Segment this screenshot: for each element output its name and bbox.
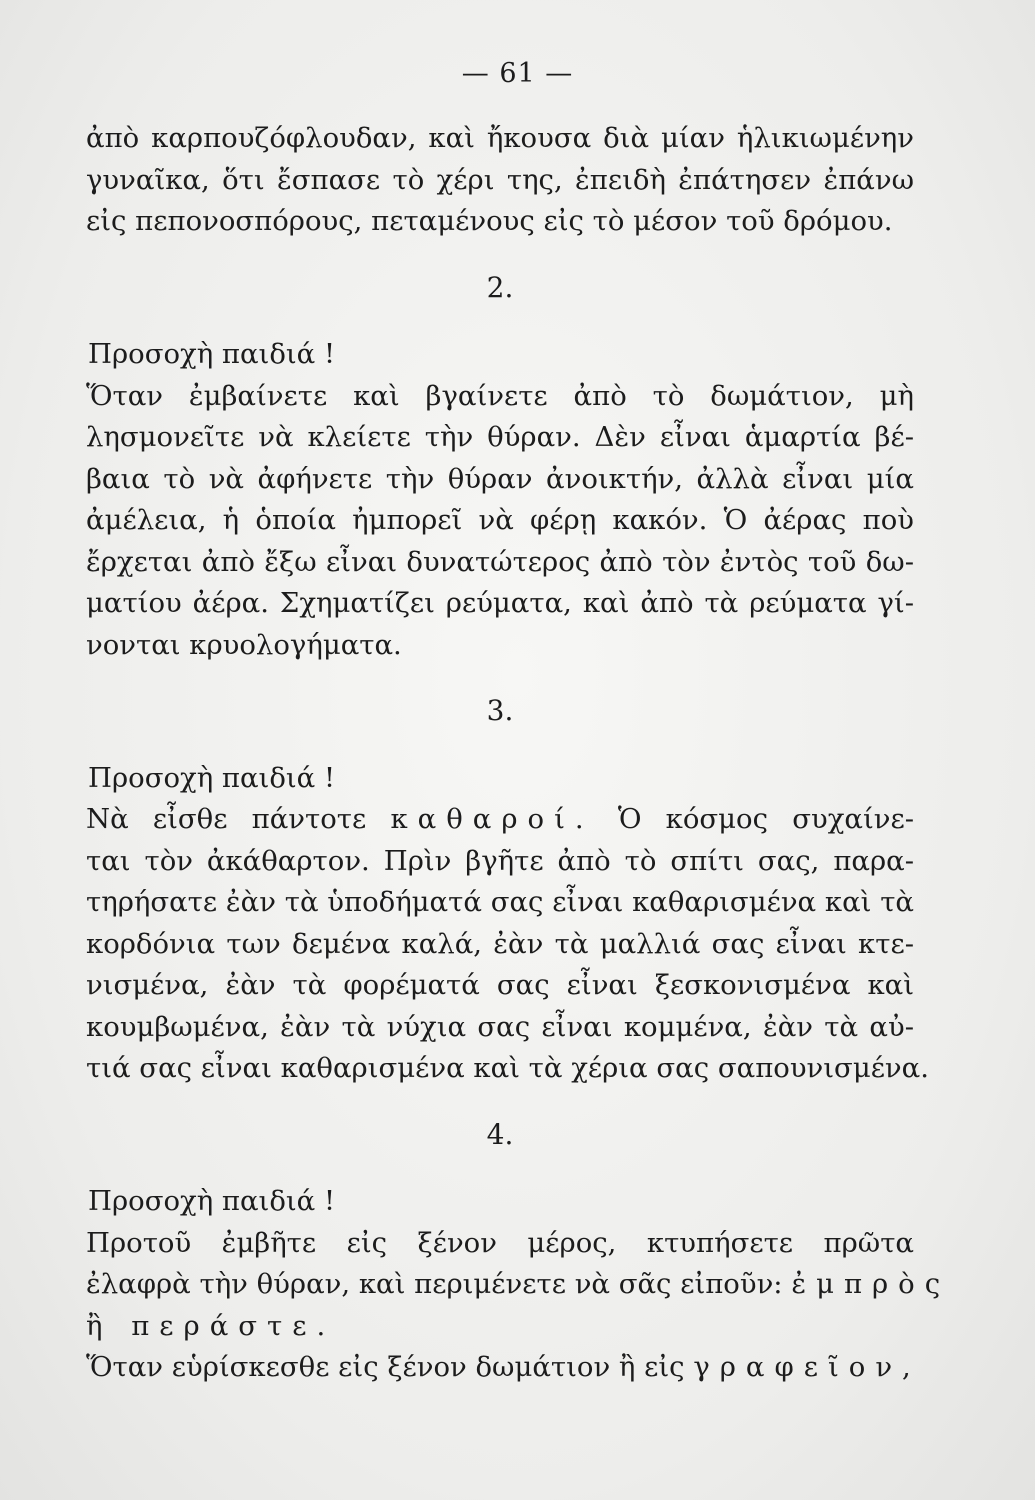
text-line: ται τὸν ἀκάθαρτον. Πρὶν βγῆτε ἀπὸ τὸ σπίτι σας, παρα- bbox=[86, 844, 914, 877]
text-line: νισμένα, ἐὰν τὰ φορέματά σας εἶναι ξεσκονισμένα καὶ bbox=[86, 969, 914, 1001]
emphasized-word: ἢ περάστε. bbox=[86, 1309, 336, 1342]
text-line: ἀπὸ καρπουζόφλουδαν, καὶ ἤκουσα διὰ μίαν ἡλικιωμένην bbox=[86, 122, 914, 154]
text-line: τιά σας εἶναι καθαρισμένα καὶ τὰ χέρια σας σαπουνισμένα. bbox=[86, 1052, 929, 1084]
page-body bbox=[86, 118, 951, 1389]
emphasized-word: καθαροί. bbox=[390, 803, 594, 835]
section-4 bbox=[86, 1114, 951, 1389]
emphasized-word: γραφεῖον, bbox=[693, 1351, 921, 1383]
section-greeting: Προσοχὴ παιδιά ! bbox=[88, 338, 336, 370]
text-line bbox=[86, 799, 914, 841]
section-greeting: Προσοχὴ παιδιά ! bbox=[88, 1185, 336, 1217]
text-line: εἰς πεπονοσπόρους, πεταμένους εἰς τὸ μέσον τοῦ δρόμου. bbox=[86, 205, 893, 237]
text-line bbox=[86, 1264, 951, 1306]
text-line: γυναῖκα, ὅτι ἔσπασε τὸ χέρι της, ἐπειδὴ ἐπάτησεν ἐπάνω bbox=[86, 163, 914, 196]
text-fragment: Ὁ κόσμος συχαίνε- bbox=[593, 803, 914, 835]
intro-paragraph bbox=[86, 118, 914, 243]
text-line: Προτοῦ ἐμβῆτε εἰς ξένον μέρος, κτυπήσετε πρῶτα bbox=[86, 1226, 914, 1259]
text-line: ἔρχεται ἀπὸ ἔξω εἶναι δυνατώτερος ἀπὸ τὸν ἐντὸς τοῦ δω- bbox=[86, 545, 914, 578]
text-line: κουμβωμένα, ἐὰν τὰ νύχια σας εἶναι κομμένα, ἐὰν τὰ αὐ- bbox=[86, 1010, 914, 1043]
text-line: νονται κρυολογήματα. bbox=[86, 628, 402, 661]
text-line bbox=[86, 1306, 914, 1348]
section-greeting: Προσοχὴ παιδιά ! bbox=[88, 761, 336, 794]
section-number: 3. bbox=[486, 694, 514, 727]
text-line: λησμονεῖτε νὰ κλείετε τὴν θύραν. Δὲν εἶναι ἁμαρτία βέ- bbox=[86, 421, 914, 453]
text-line bbox=[86, 1347, 921, 1389]
text-fragment: Νὰ εἶσθε πάντοτε bbox=[86, 803, 391, 835]
text-line: Ὅταν ἐμβαίνετε καὶ βγαίνετε ἀπὸ τὸ δωμάτιον, μὴ bbox=[86, 379, 914, 412]
text-fragment: Ὅταν εὑρίσκεσθε εἰς ξένον δωμάτιον ἢ εἰς bbox=[86, 1351, 694, 1383]
text-line: ἀμέλεια, ἡ ὁποία ἠμπορεῖ νὰ φέρῃ κακόν. Ὁ ἀέρας ποὺ bbox=[86, 504, 914, 536]
section-number: 4. bbox=[486, 1117, 514, 1151]
text-fragment: ἐλαφρὰ τὴν θύραν, καὶ περιμένετε νὰ σᾶς εἰποῦν: bbox=[86, 1268, 792, 1300]
text-line: βαια τὸ νὰ ἀφήνετε τὴν θύραν ἀνοικτήν, ἀλλὰ εἶναι μία bbox=[86, 462, 914, 495]
text-line: τηρήσατε ἐὰν τὰ ὑποδήματά σας εἶναι καθαρισμένα καὶ τὰ bbox=[86, 886, 914, 918]
section-3 bbox=[86, 690, 929, 1090]
page-number: — 61 — bbox=[461, 58, 574, 89]
text-line: κορδόνια των δεμένα καλά, ἐὰν τὰ μαλλιά σας εἶναι κτε- bbox=[86, 927, 914, 960]
section-2 bbox=[86, 267, 914, 667]
text-line: ματίου ἀέρα. Σχηματίζει ρεύματα, καὶ ἀπὸ τὰ ρεύματα γί- bbox=[86, 587, 914, 619]
section-number: 2. bbox=[486, 270, 514, 304]
emphasized-word: ἐμπρὸς bbox=[791, 1268, 951, 1300]
